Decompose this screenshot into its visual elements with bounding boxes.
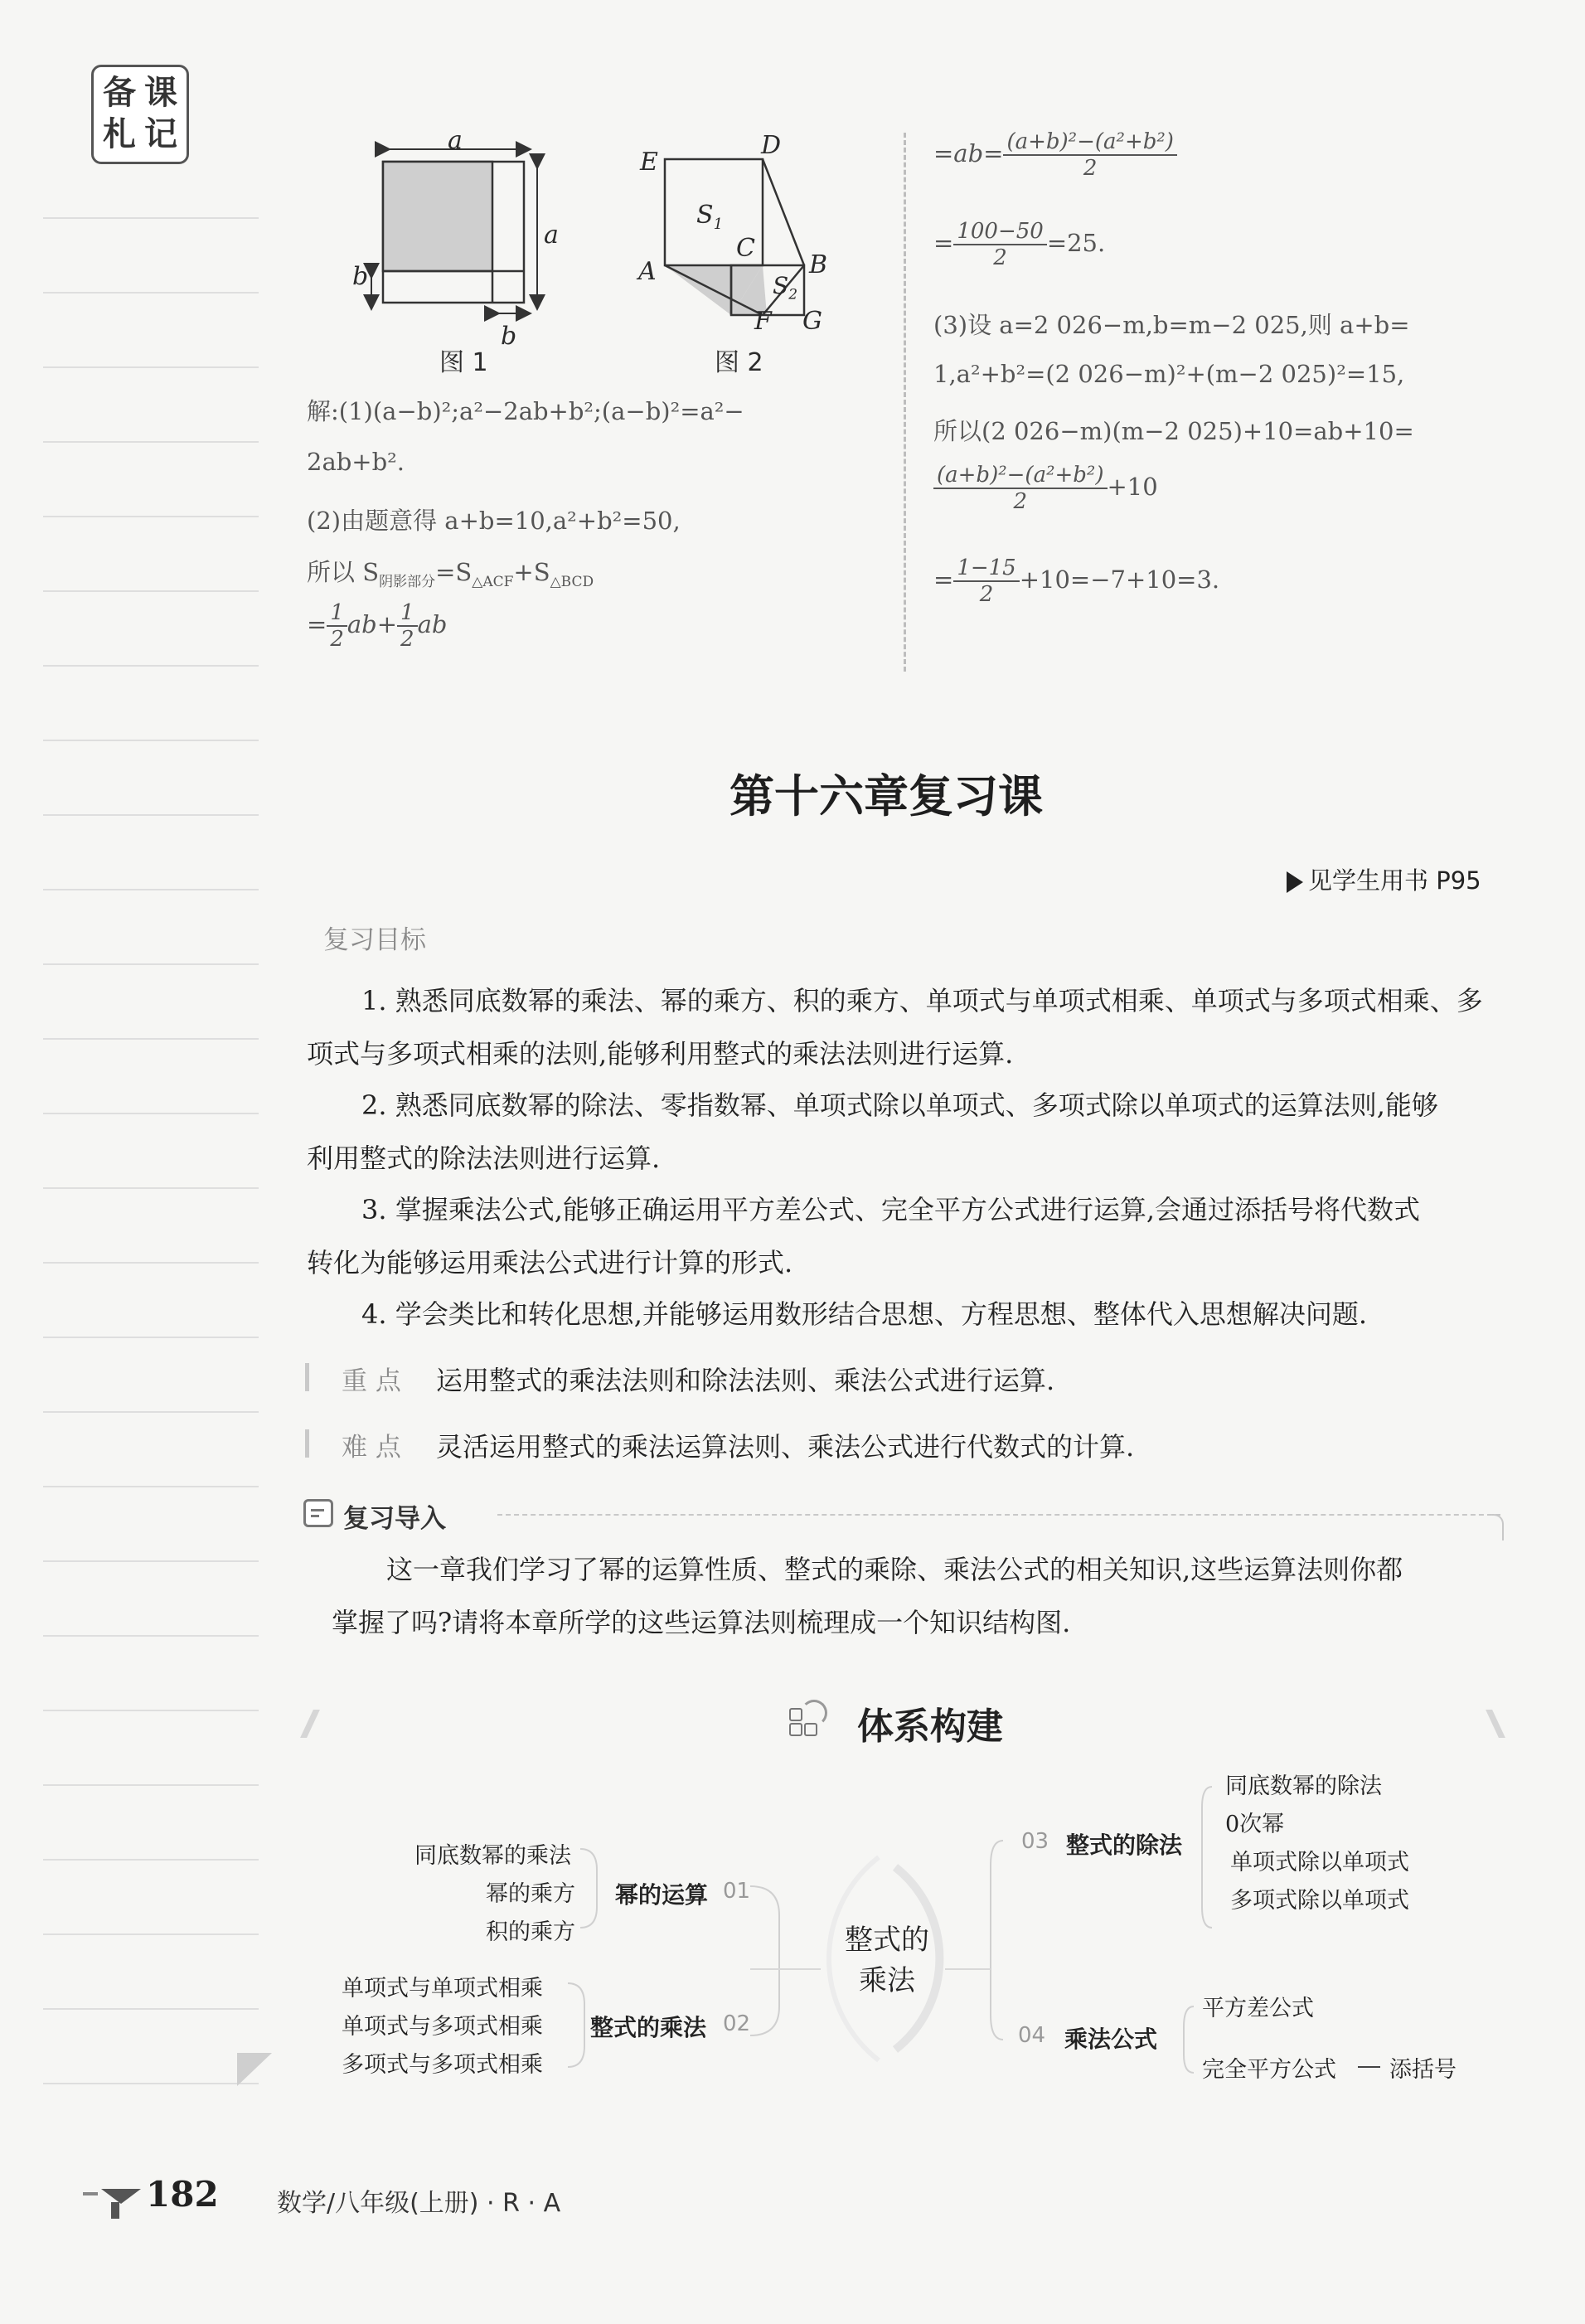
fig2-label-a: A — [638, 257, 657, 286]
solution-line-2: 2ab+b². — [307, 448, 405, 476]
difficulty-label: 难 点 — [342, 1433, 401, 1463]
goal-3-line-1: 3. 掌握乘法公式,能够正确运用平方差公式、完全平方公式进行运算,会通过添括号将代数式 — [361, 1194, 1421, 1225]
mm-leaf: 多项式与多项式相乘 — [342, 2052, 543, 2078]
page-number: 182 — [146, 2174, 219, 2215]
badge-char: 札 — [103, 115, 136, 153]
intro-bracket — [1492, 1514, 1504, 1540]
intro-line-1: 这一章我们学习了幂的运算性质、整式的乘除、乘法公式的相关知识,这些运算法则你都 — [386, 1554, 1403, 1585]
difficulty-bar — [305, 1429, 309, 1458]
fig2-label-e: E — [640, 148, 658, 177]
column-divider — [904, 133, 906, 672]
mm-leaf: 完全平方公式 — [1202, 2057, 1336, 2083]
right-line-2: = $\frac{100-50}{2}$ =25. — [933, 219, 1106, 270]
fig1-label-left: b — [352, 262, 369, 291]
right-line-7: = $\frac{1-15}{2}$ +10=−7+10=3. — [933, 556, 1220, 607]
key-point-bar — [305, 1363, 309, 1391]
fig2-caption: 图 2 — [715, 348, 763, 377]
mindmap-center: 整式的 乘法 — [845, 1924, 929, 1997]
fig2-label-s1: $S_1$ — [696, 201, 724, 233]
fig1-caption: 图 1 — [439, 348, 488, 377]
mm-node-power-ops: 幂的运算 — [615, 1881, 709, 1909]
badge-char: 备 — [103, 74, 136, 112]
intro-dotted-line — [497, 1514, 1500, 1516]
goal-1-line-1: 1. 熟悉同底数幂的乘法、幂的乘方、积的乘方、单项式与单项式相乘、单项式与多项式相乘、多 — [361, 985, 1483, 1016]
fig2-label-c: C — [736, 234, 755, 263]
fig2-label-b: B — [809, 250, 828, 279]
mm-leaf: 多项式除以单项式 — [1230, 1888, 1409, 1914]
fig2-label-s2: $S_2$ — [773, 272, 798, 303]
mm-leaf: 平方差公式 — [1202, 1996, 1314, 2021]
mm-num: 03 — [1021, 1829, 1049, 1854]
solution-line-1: 解:(1)(a−b)²;a²−2ab+b²;(a−b)²=a²− — [307, 397, 744, 425]
system-title: 体系构建 — [857, 1705, 1003, 1748]
key-point-text: 运用整式的乘法法则和除法法则、乘法公式进行运算. — [436, 1365, 1055, 1396]
goal-2-line-1: 2. 熟悉同底数幂的除法、零指数幂、单项式除以单项式、多项式除以单项式的运算法则,能够 — [361, 1089, 1438, 1121]
mm-leaf: 同底数幂的除法 — [1225, 1773, 1382, 1799]
mm-leaf: 单项式与多项式相乘 — [342, 2014, 543, 2040]
play-arrow-icon — [1287, 871, 1303, 893]
fig2-label-g: G — [802, 307, 822, 336]
note-badge — [91, 65, 189, 164]
badge-char: 记 — [144, 115, 177, 153]
key-point-label: 重 点 — [342, 1366, 401, 1396]
right-line-3: (3)设 a=2 026−m,b=m−2 025,则 a+b= — [933, 311, 1410, 339]
book-title: 数学/八年级(上册) · R · A — [277, 2189, 561, 2218]
fig2-label-d: D — [761, 131, 782, 160]
solution-line-3: (2)由题意得 a+b=10,a²+b²=50, — [307, 507, 681, 535]
system-icon — [789, 1700, 822, 1733]
fig2-label-f: F — [754, 307, 772, 336]
mm-node-mult-formula: 乘法公式 — [1064, 2026, 1158, 2053]
footer-arrow-icon — [83, 2186, 133, 2219]
fig1-label-bottom: b — [501, 322, 517, 351]
mm-num: 02 — [723, 2011, 751, 2036]
mm-leaf: 幂的乘方 — [486, 1881, 575, 1907]
mm-num: 04 — [1018, 2023, 1046, 2048]
figure-1 — [348, 124, 564, 373]
goal-3-line-2: 转化为能够运用乘法公式进行计算的形式. — [307, 1247, 793, 1278]
mm-leaf: 积的乘方 — [486, 1919, 575, 1945]
system-left-slash — [300, 1710, 320, 1738]
chapter-title: 第十六章复习课 — [729, 770, 1043, 822]
corner-triangle-decoration — [237, 2053, 272, 2086]
intro-line-2: 掌握了吗?请将本章所学的这些运算法则梳理成一个知识结构图. — [332, 1607, 1071, 1638]
intro-icon — [303, 1499, 333, 1527]
mm-num: 01 — [723, 1879, 751, 1904]
mm-node-poly-mult: 整式的乘法 — [590, 2014, 707, 2041]
mm-node-poly-div: 整式的除法 — [1066, 1832, 1183, 1859]
system-right-slash — [1486, 1710, 1505, 1738]
solution-line-5: = $\frac{1}{2}$ ab+ $\frac{1}{2}$ ab — [307, 600, 448, 652]
goal-2-line-2: 利用整式的除法法则进行运算. — [307, 1143, 661, 1174]
goal-1-line-2: 项式与多项式相乘的法则,能够利用整式的乘法法则进行运算. — [307, 1038, 1014, 1070]
mm-leaf: 添括号 — [1389, 2057, 1457, 2083]
mm-leaf: 单项式与单项式相乘 — [342, 1976, 543, 2001]
fig1-label-top: a — [448, 126, 463, 155]
right-line-4: 1,a²+b²=(2 026−m)²+(m−2 025)²=15, — [933, 360, 1405, 388]
difficulty-text: 灵活运用整式的乘法运算法则、乘法公式进行代数式的计算. — [436, 1431, 1135, 1463]
right-line-6: $\frac{\text{(a+b)²−(a²+b²)}}{2}$ +10 — [933, 463, 1158, 514]
fig1-label-right: a — [544, 221, 559, 250]
right-line-1: =ab= $\frac{\text{(a+b)²−(a²+b²)}}{2}$ — [933, 129, 1177, 181]
review-goals-label: 复习目标 — [323, 925, 426, 955]
mm-leaf: 单项式除以单项式 — [1230, 1850, 1409, 1875]
intro-label: 复习导入 — [343, 1504, 446, 1534]
mm-leaf: 同底数幂的乘法 — [414, 1843, 571, 1869]
mm-leaf: 0次幂 — [1225, 1812, 1285, 1837]
right-line-5: 所以(2 026−m)(m−2 025)+10=ab+10= — [933, 417, 1414, 445]
solution-line-4: 所以 $S_{阴影部分}=S_{\triangle ACF}+S_{\triangle BCD}$ — [307, 558, 594, 590]
student-book-ref[interactable]: 见学生用书 P95 — [1287, 862, 1481, 896]
goal-4-line-1: 4. 学会类比和转化思想,并能够运用数形结合思想、方程思想、整体代入思想解决问题. — [361, 1298, 1368, 1330]
badge-char: 课 — [144, 74, 177, 112]
